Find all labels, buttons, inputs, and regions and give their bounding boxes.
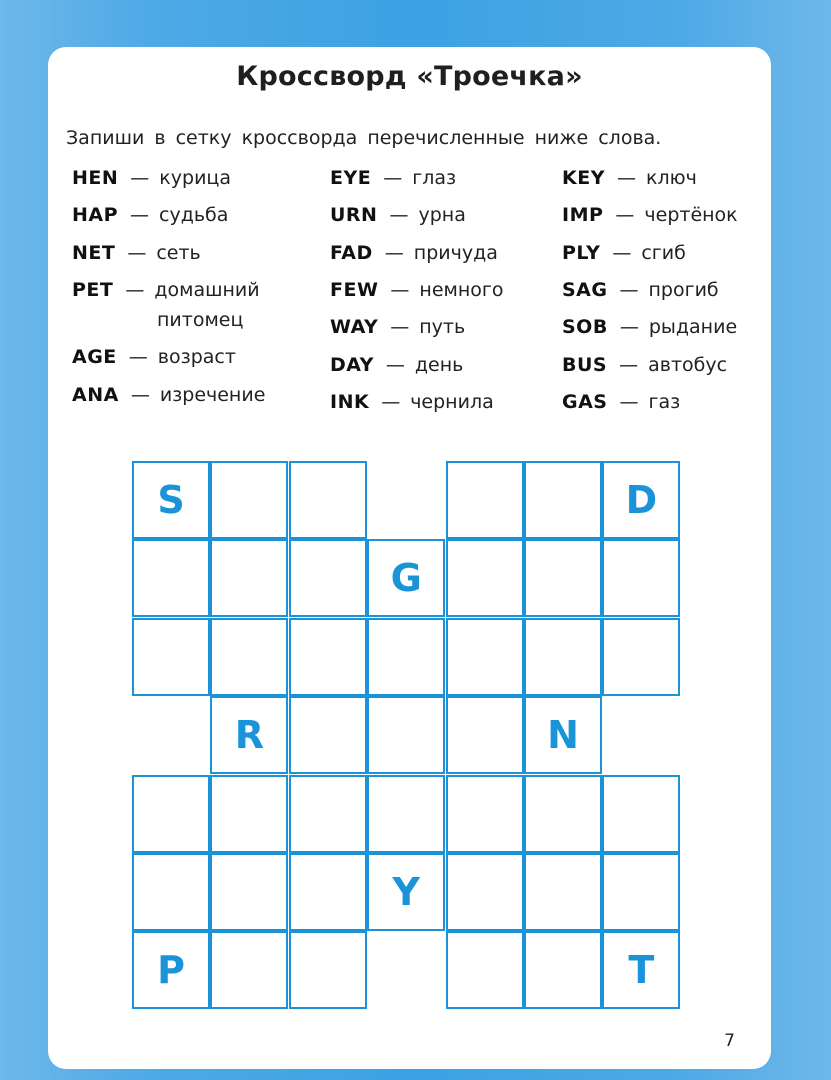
dash-separator: — [619, 278, 639, 301]
crossword-cell[interactable] [210, 539, 288, 617]
dash-separator: — [127, 241, 147, 264]
russian-translation: сгиб [641, 241, 686, 264]
english-word: NET [72, 241, 116, 264]
crossword-cell[interactable] [367, 696, 445, 774]
english-word: FAD [330, 241, 373, 264]
russian-translation: изречение [159, 383, 266, 406]
russian-translation: чернила [410, 390, 494, 413]
crossword-cell[interactable] [524, 539, 602, 617]
crossword-cell[interactable] [602, 775, 680, 853]
english-word: ANA [72, 383, 119, 406]
english-word: IMP [562, 204, 604, 227]
crossword-cell[interactable] [446, 853, 524, 931]
crossword-cell[interactable] [289, 461, 367, 539]
cell-letter: S [157, 478, 185, 522]
dash-separator: — [616, 167, 636, 189]
dash-separator: — [381, 390, 401, 413]
crossword-cell-prefilled [367, 853, 445, 931]
crossword-cell-prefilled [210, 696, 288, 774]
dash-separator: — [130, 204, 150, 227]
crossword-cell[interactable] [524, 931, 602, 1009]
page-number: 7 [724, 1031, 735, 1051]
russian-translation: причуда [413, 241, 498, 264]
crossword-cell[interactable] [289, 931, 367, 1009]
english-word: FEW [330, 278, 379, 301]
crossword-cell[interactable] [602, 853, 680, 931]
english-word: GAS [562, 390, 608, 413]
crossword-cell[interactable] [602, 539, 680, 617]
russian-translation: ключ [645, 167, 697, 189]
english-word: URN [330, 204, 378, 227]
crossword-cell[interactable] [446, 931, 524, 1009]
cell-letter: D [625, 478, 658, 522]
english-word: DAY [330, 353, 374, 376]
russian-translation: сеть [156, 241, 201, 264]
dash-separator: — [130, 383, 150, 406]
crossword-cell[interactable] [132, 853, 210, 931]
russian-translation: домашний [154, 278, 260, 301]
russian-translation: чертёнок [644, 204, 738, 227]
english-word: WAY [330, 316, 379, 339]
instruction-text: Запиши в сетку кроссворда перечисленные ниже слова. [66, 127, 662, 149]
english-word: AGE [72, 346, 117, 369]
crossword-cell[interactable] [446, 539, 524, 617]
cell-letter: T [628, 948, 655, 993]
english-word: HAP [72, 204, 119, 227]
crossword-cell[interactable] [210, 618, 288, 696]
crossword-cell[interactable] [524, 461, 602, 539]
crossword-cell[interactable] [367, 775, 445, 853]
crossword-cell-prefilled [524, 696, 602, 774]
english-word: SOB [562, 316, 608, 339]
russian-translation: урна [418, 204, 466, 227]
dash-separator: — [619, 353, 639, 376]
dash-separator: — [612, 241, 632, 264]
crossword-cell[interactable] [210, 775, 288, 853]
crossword-cell[interactable] [289, 696, 367, 774]
english-word: PET [72, 278, 114, 301]
crossword-cell[interactable] [446, 461, 524, 539]
russian-translation: прогиб [648, 278, 719, 301]
crossword-cell-prefilled [132, 461, 210, 539]
dash-separator: — [125, 278, 145, 301]
crossword-cell[interactable] [289, 853, 367, 931]
workbook-page [48, 47, 771, 1069]
cell-letter: N [547, 713, 579, 758]
russian-translation: путь [419, 316, 466, 339]
english-word: INK [330, 390, 370, 413]
crossword-cell[interactable] [210, 461, 288, 539]
russian-translation-continued: питомец [157, 308, 244, 331]
crossword-cell-prefilled [602, 461, 680, 539]
dash-separator: — [615, 204, 635, 227]
dash-separator: — [390, 278, 410, 301]
english-word: KEY [562, 167, 605, 189]
russian-translation: возраст [157, 346, 236, 369]
crossword-cell[interactable] [132, 775, 210, 853]
english-word: BUS [562, 353, 608, 376]
russian-translation: курица [159, 167, 232, 189]
crossword-cell[interactable] [132, 618, 210, 696]
page-title: Кроссворд «Троечка» [236, 61, 583, 92]
dash-separator: — [128, 346, 148, 369]
crossword-cell[interactable] [524, 618, 602, 696]
crossword-cell[interactable] [446, 696, 524, 774]
english-word: EYE [330, 167, 372, 189]
crossword-cell[interactable] [524, 853, 602, 931]
dash-separator: — [390, 316, 410, 339]
russian-translation: автобус [648, 353, 728, 376]
cell-letter: P [157, 948, 185, 993]
dash-separator: — [130, 167, 150, 189]
crossword-cell[interactable] [367, 618, 445, 696]
crossword-cell[interactable] [210, 853, 288, 931]
dash-separator: — [619, 316, 639, 339]
cell-letter: Y [392, 870, 420, 914]
cell-letter: G [390, 556, 422, 601]
english-word: PLY [562, 241, 601, 264]
crossword-cell[interactable] [602, 618, 680, 696]
crossword-cell[interactable] [289, 618, 367, 696]
crossword-cell[interactable] [446, 618, 524, 696]
crossword-cell-prefilled [367, 539, 445, 617]
dash-separator: — [385, 353, 405, 376]
crossword-cell[interactable] [210, 931, 288, 1009]
russian-translation: немного [419, 278, 504, 301]
english-word: SAG [562, 278, 608, 301]
dash-separator: — [389, 204, 409, 227]
crossword-cell-prefilled [602, 931, 680, 1009]
crossword-cell-prefilled [132, 931, 210, 1009]
russian-translation: судьба [159, 204, 229, 227]
russian-translation: глаз [412, 167, 457, 189]
dash-separator: — [619, 390, 639, 413]
crossword-cell[interactable] [289, 539, 367, 617]
crossword-cell[interactable] [289, 775, 367, 853]
crossword-cell[interactable] [524, 775, 602, 853]
dash-separator: — [383, 167, 403, 189]
cell-letter: R [234, 713, 265, 758]
russian-translation: день [414, 353, 464, 376]
crossword-cell[interactable] [132, 539, 210, 617]
crossword-grid [48, 47, 771, 1069]
russian-translation: газ [648, 390, 681, 413]
english-word: HEN [72, 167, 119, 189]
russian-translation: рыдание [648, 316, 738, 339]
crossword-cell[interactable] [446, 775, 524, 853]
dash-separator: — [384, 241, 404, 264]
